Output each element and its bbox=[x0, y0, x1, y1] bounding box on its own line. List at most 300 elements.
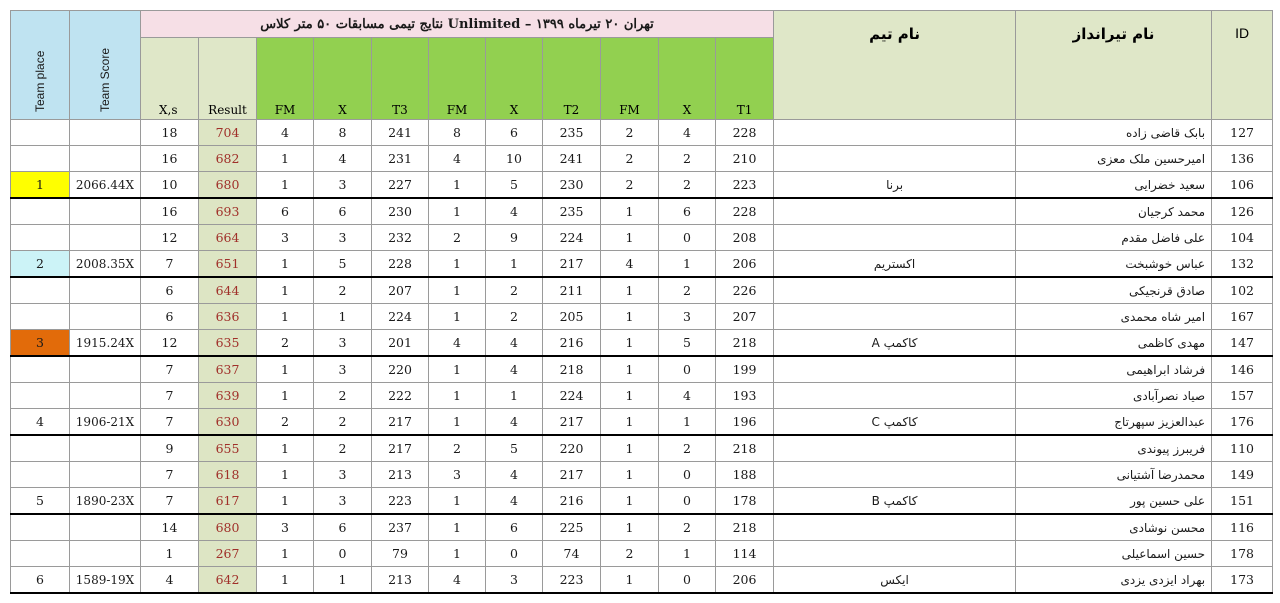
fm3-cell: 1 bbox=[257, 541, 314, 567]
team-name-cell bbox=[774, 383, 1016, 409]
team-score-cell bbox=[70, 225, 141, 251]
result-cell: 664 bbox=[199, 225, 257, 251]
team-place-cell bbox=[11, 541, 70, 567]
team-place-cell bbox=[11, 462, 70, 488]
t2-cell: 217 bbox=[543, 251, 601, 278]
table-row bbox=[11, 383, 1273, 409]
x3-cell: 2 bbox=[314, 435, 372, 462]
xs-cell: 7 bbox=[141, 356, 199, 383]
t1-cell: 218 bbox=[716, 330, 774, 357]
id-cell: 104 bbox=[1212, 225, 1273, 251]
results-body bbox=[11, 120, 1273, 594]
fm2-cell: 2 bbox=[429, 435, 486, 462]
t1-cell: 226 bbox=[716, 277, 774, 304]
team-name-cell: اکستریم bbox=[774, 251, 1016, 278]
x1-cell: 3 bbox=[659, 304, 716, 330]
result-cell: 644 bbox=[199, 277, 257, 304]
team-name-cell bbox=[774, 541, 1016, 567]
team-name-cell: کاکمپ C bbox=[774, 409, 1016, 436]
t3-cell: 231 bbox=[372, 146, 429, 172]
fm1-header: FM bbox=[601, 38, 659, 120]
table-row bbox=[11, 120, 1273, 146]
t3-cell: 222 bbox=[372, 383, 429, 409]
fm2-cell: 1 bbox=[429, 514, 486, 541]
x3-cell: 5 bbox=[314, 251, 372, 278]
x3-cell: 3 bbox=[314, 330, 372, 357]
table-row bbox=[11, 198, 1273, 225]
xs-cell: 16 bbox=[141, 198, 199, 225]
fm2-cell: 1 bbox=[429, 356, 486, 383]
x2-cell: 6 bbox=[486, 514, 543, 541]
t2-cell: 223 bbox=[543, 567, 601, 594]
shooter-name-cell: محمدرضا آشتیانی bbox=[1016, 462, 1212, 488]
t1-cell: 199 bbox=[716, 356, 774, 383]
x2-cell: 5 bbox=[486, 435, 543, 462]
x3-cell: 2 bbox=[314, 383, 372, 409]
id-cell: 127 bbox=[1212, 120, 1273, 146]
xs-header: X,s bbox=[141, 38, 199, 120]
t1-cell: 228 bbox=[716, 120, 774, 146]
team-score-header: Team Score bbox=[70, 11, 141, 120]
fm3-header: FM bbox=[257, 38, 314, 120]
table-row bbox=[11, 356, 1273, 383]
table-row bbox=[11, 409, 1273, 436]
x1-cell: 0 bbox=[659, 488, 716, 515]
x3-cell: 3 bbox=[314, 356, 372, 383]
t2-cell: 217 bbox=[543, 462, 601, 488]
t1-header: T1 bbox=[716, 38, 774, 120]
team-score-cell bbox=[70, 304, 141, 330]
shooter-name-cell: عبدالعزیز سپهرتاج bbox=[1016, 409, 1212, 436]
xs-cell: 18 bbox=[141, 120, 199, 146]
id-cell: 149 bbox=[1212, 462, 1273, 488]
t3-cell: 228 bbox=[372, 251, 429, 278]
team-name-cell bbox=[774, 225, 1016, 251]
team-name-cell: برنا bbox=[774, 172, 1016, 199]
team-place-cell: 1 bbox=[11, 172, 70, 199]
fm3-cell: 1 bbox=[257, 435, 314, 462]
team-place-cell: 2 bbox=[11, 251, 70, 278]
t1-cell: 114 bbox=[716, 541, 774, 567]
x2-cell: 2 bbox=[486, 277, 543, 304]
fm1-cell: 1 bbox=[601, 409, 659, 436]
t1-cell: 207 bbox=[716, 304, 774, 330]
team-score-cell: 1906-21X bbox=[70, 409, 141, 436]
t3-cell: 201 bbox=[372, 330, 429, 357]
t1-cell: 210 bbox=[716, 146, 774, 172]
fm3-cell: 3 bbox=[257, 514, 314, 541]
x3-cell: 1 bbox=[314, 304, 372, 330]
team-place-cell bbox=[11, 225, 70, 251]
x3-cell: 3 bbox=[314, 462, 372, 488]
t1-cell: 223 bbox=[716, 172, 774, 199]
x1-cell: 4 bbox=[659, 120, 716, 146]
result-cell: 636 bbox=[199, 304, 257, 330]
x2-cell: 4 bbox=[486, 356, 543, 383]
team-place-cell bbox=[11, 383, 70, 409]
team-score-cell bbox=[70, 198, 141, 225]
x1-cell: 0 bbox=[659, 462, 716, 488]
t2-cell: 205 bbox=[543, 304, 601, 330]
result-cell: 693 bbox=[199, 198, 257, 225]
table-row bbox=[11, 225, 1273, 251]
t1-cell: 178 bbox=[716, 488, 774, 515]
team-name-cell bbox=[774, 277, 1016, 304]
team-score-cell bbox=[70, 514, 141, 541]
fm1-cell: 4 bbox=[601, 251, 659, 278]
fm2-cell: 1 bbox=[429, 541, 486, 567]
fm1-cell: 2 bbox=[601, 172, 659, 199]
xs-cell: 4 bbox=[141, 567, 199, 594]
team-place-cell bbox=[11, 304, 70, 330]
t1-cell: 193 bbox=[716, 383, 774, 409]
fm3-cell: 1 bbox=[257, 488, 314, 515]
team-place-cell bbox=[11, 120, 70, 146]
fm1-cell: 1 bbox=[601, 514, 659, 541]
xs-cell: 6 bbox=[141, 277, 199, 304]
team-score-cell bbox=[70, 541, 141, 567]
shooter-name-cell: حسین اسماعیلی bbox=[1016, 541, 1212, 567]
shooter-name-cell: فریبرز پیوندی bbox=[1016, 435, 1212, 462]
fm2-header: FM bbox=[429, 38, 486, 120]
x2-cell: 4 bbox=[486, 462, 543, 488]
x2-cell: 4 bbox=[486, 198, 543, 225]
fm1-cell: 1 bbox=[601, 277, 659, 304]
fm2-cell: 4 bbox=[429, 330, 486, 357]
team-score-cell bbox=[70, 120, 141, 146]
fm2-cell: 8 bbox=[429, 120, 486, 146]
x2-cell: 2 bbox=[486, 304, 543, 330]
x1-cell: 2 bbox=[659, 277, 716, 304]
shooter-name-cell: علی فاضل مقدم bbox=[1016, 225, 1212, 251]
shooter-name-cell: علی حسین پور bbox=[1016, 488, 1212, 515]
x1-cell: 0 bbox=[659, 356, 716, 383]
result-cell: 639 bbox=[199, 383, 257, 409]
result-cell: 655 bbox=[199, 435, 257, 462]
fm3-cell: 3 bbox=[257, 225, 314, 251]
t3-cell: 217 bbox=[372, 409, 429, 436]
x2-cell: 5 bbox=[486, 172, 543, 199]
results-sheet bbox=[10, 10, 1272, 594]
result-cell: 680 bbox=[199, 514, 257, 541]
fm1-cell: 2 bbox=[601, 146, 659, 172]
t1-cell: 208 bbox=[716, 225, 774, 251]
t2-cell: 220 bbox=[543, 435, 601, 462]
id-cell: 176 bbox=[1212, 409, 1273, 436]
result-header: Result bbox=[199, 38, 257, 120]
fm3-cell: 1 bbox=[257, 356, 314, 383]
team-place-cell: 6 bbox=[11, 567, 70, 594]
xs-cell: 12 bbox=[141, 330, 199, 357]
t3-cell: 220 bbox=[372, 356, 429, 383]
fm3-cell: 1 bbox=[257, 251, 314, 278]
id-cell: 157 bbox=[1212, 383, 1273, 409]
team-place-cell bbox=[11, 277, 70, 304]
t2-cell: 216 bbox=[543, 330, 601, 357]
id-cell: 102 bbox=[1212, 277, 1273, 304]
result-cell: 680 bbox=[199, 172, 257, 199]
team-name-cell bbox=[774, 462, 1016, 488]
t1-cell: 218 bbox=[716, 514, 774, 541]
xs-cell: 7 bbox=[141, 462, 199, 488]
t2-cell: 211 bbox=[543, 277, 601, 304]
t3-cell: 232 bbox=[372, 225, 429, 251]
fm3-cell: 1 bbox=[257, 146, 314, 172]
shooter-name-cell: فرشاد ابراهیمی bbox=[1016, 356, 1212, 383]
id-cell: 136 bbox=[1212, 146, 1273, 172]
x3-cell: 2 bbox=[314, 409, 372, 436]
fm3-cell: 1 bbox=[257, 462, 314, 488]
table-row bbox=[11, 514, 1273, 541]
shooter-name-cell: بهراد ایزدی یزدی bbox=[1016, 567, 1212, 594]
t3-cell: 227 bbox=[372, 172, 429, 199]
x1-cell: 2 bbox=[659, 172, 716, 199]
x1-cell: 1 bbox=[659, 251, 716, 278]
table-row bbox=[11, 462, 1273, 488]
shooter-name-cell: عباس خوشبخت bbox=[1016, 251, 1212, 278]
team-name-cell bbox=[774, 435, 1016, 462]
team-name-cell: ایکس bbox=[774, 567, 1016, 594]
shooter-name-cell: سعید خضرایی bbox=[1016, 172, 1212, 199]
fm2-cell: 1 bbox=[429, 304, 486, 330]
fm3-cell: 1 bbox=[257, 567, 314, 594]
x1-cell: 2 bbox=[659, 514, 716, 541]
fm1-cell: 1 bbox=[601, 356, 659, 383]
fm1-cell: 1 bbox=[601, 383, 659, 409]
t2-cell: 218 bbox=[543, 356, 601, 383]
xs-cell: 12 bbox=[141, 225, 199, 251]
fm3-cell: 1 bbox=[257, 172, 314, 199]
xs-cell: 6 bbox=[141, 304, 199, 330]
fm1-cell: 1 bbox=[601, 567, 659, 594]
shooter-name-cell: مهدی کاظمی bbox=[1016, 330, 1212, 357]
id-cell: 110 bbox=[1212, 435, 1273, 462]
team-name-cell bbox=[774, 146, 1016, 172]
xs-cell: 7 bbox=[141, 383, 199, 409]
fm3-cell: 6 bbox=[257, 198, 314, 225]
table-row bbox=[11, 488, 1273, 515]
team-name-cell bbox=[774, 356, 1016, 383]
t3-cell: 241 bbox=[372, 120, 429, 146]
team-score-cell: 2008.35X bbox=[70, 251, 141, 278]
x2-cell: 4 bbox=[486, 488, 543, 515]
t2-cell: 224 bbox=[543, 383, 601, 409]
team-name-header: نام تیم bbox=[774, 11, 1016, 120]
t2-cell: 230 bbox=[543, 172, 601, 199]
result-cell: 635 bbox=[199, 330, 257, 357]
fm1-cell: 1 bbox=[601, 304, 659, 330]
id-header: ID bbox=[1212, 11, 1273, 120]
xs-cell: 7 bbox=[141, 409, 199, 436]
x2-cell: 1 bbox=[486, 383, 543, 409]
x1-cell: 2 bbox=[659, 435, 716, 462]
t3-cell: 230 bbox=[372, 198, 429, 225]
shooter-name-cell: محمد کرجیان bbox=[1016, 198, 1212, 225]
x2-cell: 1 bbox=[486, 251, 543, 278]
fm2-cell: 1 bbox=[429, 198, 486, 225]
x2-cell: 9 bbox=[486, 225, 543, 251]
x3-cell: 1 bbox=[314, 567, 372, 594]
id-cell: 126 bbox=[1212, 198, 1273, 225]
table-row bbox=[11, 304, 1273, 330]
x3-cell: 2 bbox=[314, 277, 372, 304]
team-place-cell bbox=[11, 198, 70, 225]
fm2-cell: 1 bbox=[429, 383, 486, 409]
team-name-cell bbox=[774, 514, 1016, 541]
team-score-cell: 2066.44X bbox=[70, 172, 141, 199]
id-cell: 167 bbox=[1212, 304, 1273, 330]
x3-cell: 8 bbox=[314, 120, 372, 146]
x3-cell: 3 bbox=[314, 225, 372, 251]
shooter-name-cell: بابک قاضی زاده bbox=[1016, 120, 1212, 146]
id-cell: 173 bbox=[1212, 567, 1273, 594]
team-score-cell bbox=[70, 146, 141, 172]
team-name-cell: کاکمپ B bbox=[774, 488, 1016, 515]
fm1-cell: 1 bbox=[601, 435, 659, 462]
fm1-cell: 1 bbox=[601, 330, 659, 357]
t2-cell: 241 bbox=[543, 146, 601, 172]
t3-cell: 237 bbox=[372, 514, 429, 541]
x1-cell: 0 bbox=[659, 225, 716, 251]
result-cell: 682 bbox=[199, 146, 257, 172]
x2-cell: 10 bbox=[486, 146, 543, 172]
team-place-header: Team place bbox=[11, 11, 70, 120]
shooter-name-cell: امیرحسین ملک معزی bbox=[1016, 146, 1212, 172]
id-cell: 151 bbox=[1212, 488, 1273, 515]
team-place-cell bbox=[11, 146, 70, 172]
t1-cell: 206 bbox=[716, 567, 774, 594]
table-row bbox=[11, 567, 1273, 594]
team-place-cell bbox=[11, 514, 70, 541]
xs-cell: 9 bbox=[141, 435, 199, 462]
team-place-cell bbox=[11, 435, 70, 462]
shooter-name-cell: محسن نوشادی bbox=[1016, 514, 1212, 541]
t1-cell: 218 bbox=[716, 435, 774, 462]
x1-cell: 0 bbox=[659, 567, 716, 594]
t2-cell: 225 bbox=[543, 514, 601, 541]
id-cell: 178 bbox=[1212, 541, 1273, 567]
x3-cell: 3 bbox=[314, 172, 372, 199]
fm2-cell: 1 bbox=[429, 277, 486, 304]
shooter-name-cell: صیاد نصرآبادی bbox=[1016, 383, 1212, 409]
fm1-cell: 1 bbox=[601, 462, 659, 488]
team-score-cell bbox=[70, 277, 141, 304]
fm3-cell: 1 bbox=[257, 277, 314, 304]
table-row bbox=[11, 330, 1273, 357]
t3-cell: 224 bbox=[372, 304, 429, 330]
team-place-cell: 4 bbox=[11, 409, 70, 436]
team-place-cell: 5 bbox=[11, 488, 70, 515]
team-score-cell bbox=[70, 462, 141, 488]
fm1-cell: 2 bbox=[601, 541, 659, 567]
fm3-cell: 4 bbox=[257, 120, 314, 146]
team-score-cell bbox=[70, 435, 141, 462]
team-place-cell: 3 bbox=[11, 330, 70, 357]
xs-cell: 7 bbox=[141, 488, 199, 515]
x2-cell: 6 bbox=[486, 120, 543, 146]
x1-cell: 1 bbox=[659, 409, 716, 436]
id-cell: 146 bbox=[1212, 356, 1273, 383]
t2-cell: 216 bbox=[543, 488, 601, 515]
shooter-name-header: نام تیرانداز bbox=[1016, 11, 1212, 120]
x1-cell: 4 bbox=[659, 383, 716, 409]
x1-header: X bbox=[659, 38, 716, 120]
fm3-cell: 2 bbox=[257, 330, 314, 357]
xs-cell: 14 bbox=[141, 514, 199, 541]
x2-header: X bbox=[486, 38, 543, 120]
t3-cell: 79 bbox=[372, 541, 429, 567]
t1-cell: 228 bbox=[716, 198, 774, 225]
x1-cell: 1 bbox=[659, 541, 716, 567]
page-title: نتایج تیمی مسابقات ۵۰ متر کلاس Unlimited – تهران ۲۰ تیرماه ۱۳۹۹ bbox=[141, 11, 774, 38]
fm2-cell: 1 bbox=[429, 251, 486, 278]
result-cell: 267 bbox=[199, 541, 257, 567]
x3-cell: 3 bbox=[314, 488, 372, 515]
result-cell: 642 bbox=[199, 567, 257, 594]
team-name-cell bbox=[774, 304, 1016, 330]
xs-cell: 1 bbox=[141, 541, 199, 567]
x1-cell: 5 bbox=[659, 330, 716, 357]
id-cell: 147 bbox=[1212, 330, 1273, 357]
t2-header: T2 bbox=[543, 38, 601, 120]
x3-cell: 6 bbox=[314, 198, 372, 225]
result-cell: 637 bbox=[199, 356, 257, 383]
team-name-cell: کاکمپ A bbox=[774, 330, 1016, 357]
team-score-cell: 1915.24X bbox=[70, 330, 141, 357]
t2-cell: 235 bbox=[543, 198, 601, 225]
t1-cell: 188 bbox=[716, 462, 774, 488]
shooter-name-cell: صادق قرنجیکی bbox=[1016, 277, 1212, 304]
t1-cell: 206 bbox=[716, 251, 774, 278]
x2-cell: 3 bbox=[486, 567, 543, 594]
results-table bbox=[10, 10, 1273, 594]
t3-cell: 223 bbox=[372, 488, 429, 515]
table-row bbox=[11, 435, 1273, 462]
fm3-cell: 1 bbox=[257, 383, 314, 409]
xs-cell: 10 bbox=[141, 172, 199, 199]
result-cell: 630 bbox=[199, 409, 257, 436]
t3-cell: 207 bbox=[372, 277, 429, 304]
fm2-cell: 1 bbox=[429, 488, 486, 515]
x3-header: X bbox=[314, 38, 372, 120]
xs-cell: 7 bbox=[141, 251, 199, 278]
t3-cell: 217 bbox=[372, 435, 429, 462]
fm2-cell: 4 bbox=[429, 567, 486, 594]
fm1-cell: 1 bbox=[601, 488, 659, 515]
result-cell: 618 bbox=[199, 462, 257, 488]
team-score-cell bbox=[70, 383, 141, 409]
table-row bbox=[11, 251, 1273, 278]
table-row bbox=[11, 541, 1273, 567]
t1-cell: 196 bbox=[716, 409, 774, 436]
result-cell: 704 bbox=[199, 120, 257, 146]
fm1-cell: 1 bbox=[601, 198, 659, 225]
x1-cell: 2 bbox=[659, 146, 716, 172]
t2-cell: 235 bbox=[543, 120, 601, 146]
t3-cell: 213 bbox=[372, 462, 429, 488]
result-cell: 617 bbox=[199, 488, 257, 515]
t2-cell: 224 bbox=[543, 225, 601, 251]
fm2-cell: 4 bbox=[429, 146, 486, 172]
x1-cell: 6 bbox=[659, 198, 716, 225]
team-score-cell: 1589-19X bbox=[70, 567, 141, 594]
id-cell: 116 bbox=[1212, 514, 1273, 541]
t3-header: T3 bbox=[372, 38, 429, 120]
id-cell: 106 bbox=[1212, 172, 1273, 199]
table-row bbox=[11, 277, 1273, 304]
x3-cell: 6 bbox=[314, 514, 372, 541]
result-cell: 651 bbox=[199, 251, 257, 278]
